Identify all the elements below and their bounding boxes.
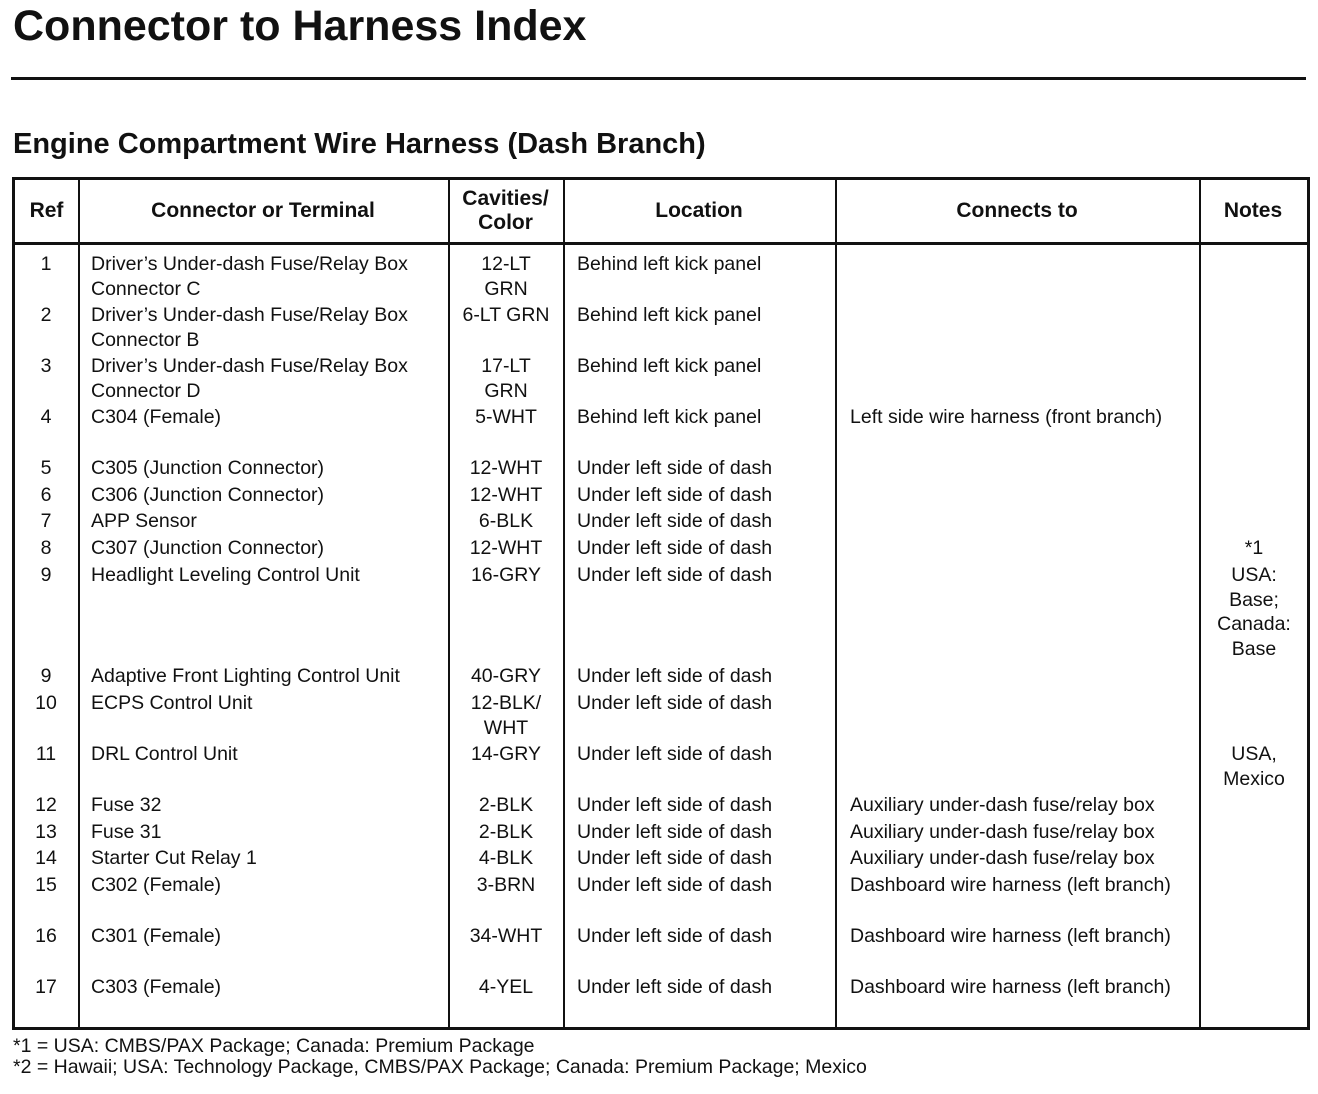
cell-connector: Driver’s Under-dash Fuse/Relay Box Connector D [91,355,408,402]
cell-location: Under left side of dash [577,564,773,586]
cell-cavities: 40-GRY [470,665,542,687]
cell-cavities: 12-WHT [469,484,543,506]
cell-connector: Driver’s Under-dash Fuse/Relay Box Connector C [91,253,408,300]
cell-ref: 4 [40,406,52,428]
cell-location: Under left side of dash [577,821,773,843]
cell-connector: C303 (Female) [91,976,222,998]
cell-location: Behind left kick panel [577,253,762,275]
cell-location: Behind left kick panel [577,406,762,428]
cell-connector: Fuse 32 [91,794,162,816]
cell-connector: Starter Cut Relay 1 [91,847,257,869]
cell-cavities: 12-WHT [469,537,543,559]
cell-connector: Headlight Leveling Control Unit [91,564,360,586]
cell-ref: 10 [35,692,57,714]
cell-connector: Driver’s Under-dash Fuse/Relay Box Connector B [91,304,408,351]
cell-ref: 3 [40,355,52,377]
cell-ref: 14 [35,847,57,869]
cell-connects-to: Left side wire harness (front branch) [850,406,1163,428]
cell-cavities: 6-LT GRN [462,304,550,326]
header-ref: Ref [29,199,64,222]
cell-ref: 9 [40,665,52,687]
column-divider [448,180,450,1027]
cell-connector: C307 (Junction Connector) [91,537,325,559]
cell-notes: USA, Mexico [1223,743,1285,790]
cell-cavities: 16-GRY [470,564,542,586]
cell-connector: DRL Control Unit [91,743,238,765]
footnote: *1 = USA: CMBS/PAX Package; Canada: Premium Package [13,1035,535,1057]
cell-location: Under left side of dash [577,510,773,532]
cell-location: Behind left kick panel [577,355,762,377]
cell-ref: 7 [40,510,52,532]
cell-ref: 12 [35,794,57,816]
cell-location: Under left side of dash [577,692,773,714]
page-title: Connector to Harness Index [13,2,587,50]
cell-connects-to: Dashboard wire harness (left branch) [850,874,1171,896]
cell-connector: C304 (Female) [91,406,222,428]
cell-cavities: 12-WHT [469,457,543,479]
cell-connector: C306 (Junction Connector) [91,484,325,506]
cell-ref: 13 [35,821,57,843]
footnote: *2 = Hawaii; USA: Technology Package, CMBS/PAX Package; Canada: Premium Package; Mexico [13,1056,867,1078]
header-connects-to: Connects to [956,199,1078,222]
cell-ref: 11 [35,743,57,765]
cell-location: Under left side of dash [577,457,773,479]
cell-location: Under left side of dash [577,665,773,687]
cell-cavities: 3-BRN [476,874,536,896]
cell-ref: 16 [35,925,57,947]
cell-ref: 9 [40,564,52,586]
cell-cavities: 2-BLK [478,821,534,843]
cell-location: Behind left kick panel [577,304,762,326]
cell-ref: 1 [40,253,52,275]
cell-connector: Fuse 31 [91,821,162,843]
cell-ref: 15 [35,874,57,896]
cell-cavities: 14-GRY [470,743,542,765]
cell-location: Under left side of dash [577,847,773,869]
cell-connects-to: Auxiliary under-dash fuse/relay box [850,794,1155,816]
header-notes: Notes [1223,199,1283,222]
cell-cavities: 12-BLK/ WHT [470,692,542,739]
cell-location: Under left side of dash [577,874,773,896]
cell-connects-to: Auxiliary under-dash fuse/relay box [850,821,1155,843]
cell-cavities: 12-LT GRN [481,253,531,300]
cell-location: Under left side of dash [577,537,773,559]
header-connector: Connector or Terminal [151,199,375,222]
cell-ref: 8 [40,537,52,559]
cell-cavities: 17-LT GRN [481,355,531,402]
cell-cavities: 6-BLK [478,510,534,532]
cell-ref: 6 [40,484,52,506]
cell-connects-to: Dashboard wire harness (left branch) [850,925,1171,947]
cell-connects-to: Auxiliary under-dash fuse/relay box [850,847,1155,869]
cell-location: Under left side of dash [577,976,773,998]
cell-notes: *1 [1244,537,1264,559]
column-divider [78,180,80,1027]
cell-notes: USA: Base; Canada: Base [1217,564,1291,660]
cell-location: Under left side of dash [577,743,773,765]
cell-cavities: 2-BLK [478,794,534,816]
cell-connector: C305 (Junction Connector) [91,457,325,479]
cell-connector: APP Sensor [91,510,197,532]
cell-ref: 5 [40,457,52,479]
cell-location: Under left side of dash [577,925,773,947]
cell-connector: C301 (Female) [91,925,222,947]
cell-connector: ECPS Control Unit [91,692,253,714]
header-cavities: Cavities/ Color [462,187,549,234]
column-divider [835,180,837,1027]
cell-cavities: 4-BLK [478,847,534,869]
cell-ref: 2 [40,304,52,326]
footnotes [13,1036,867,1078]
cell-connector: Adaptive Front Lighting Control Unit [91,665,400,687]
cell-connects-to: Dashboard wire harness (left branch) [850,976,1171,998]
section-title: Engine Compartment Wire Harness (Dash Branch) [13,128,706,160]
header-location: Location [655,199,743,222]
title-divider [11,77,1306,80]
cell-cavities: 34-WHT [469,925,543,947]
header-divider [15,242,1307,245]
cell-cavities: 4-YEL [478,976,534,998]
cell-cavities: 5-WHT [475,406,537,428]
cell-ref: 17 [35,976,57,998]
cell-connector: C302 (Female) [91,874,222,896]
column-divider [563,180,565,1027]
connector-table [12,177,1310,1030]
cell-location: Under left side of dash [577,484,773,506]
cell-location: Under left side of dash [577,794,773,816]
